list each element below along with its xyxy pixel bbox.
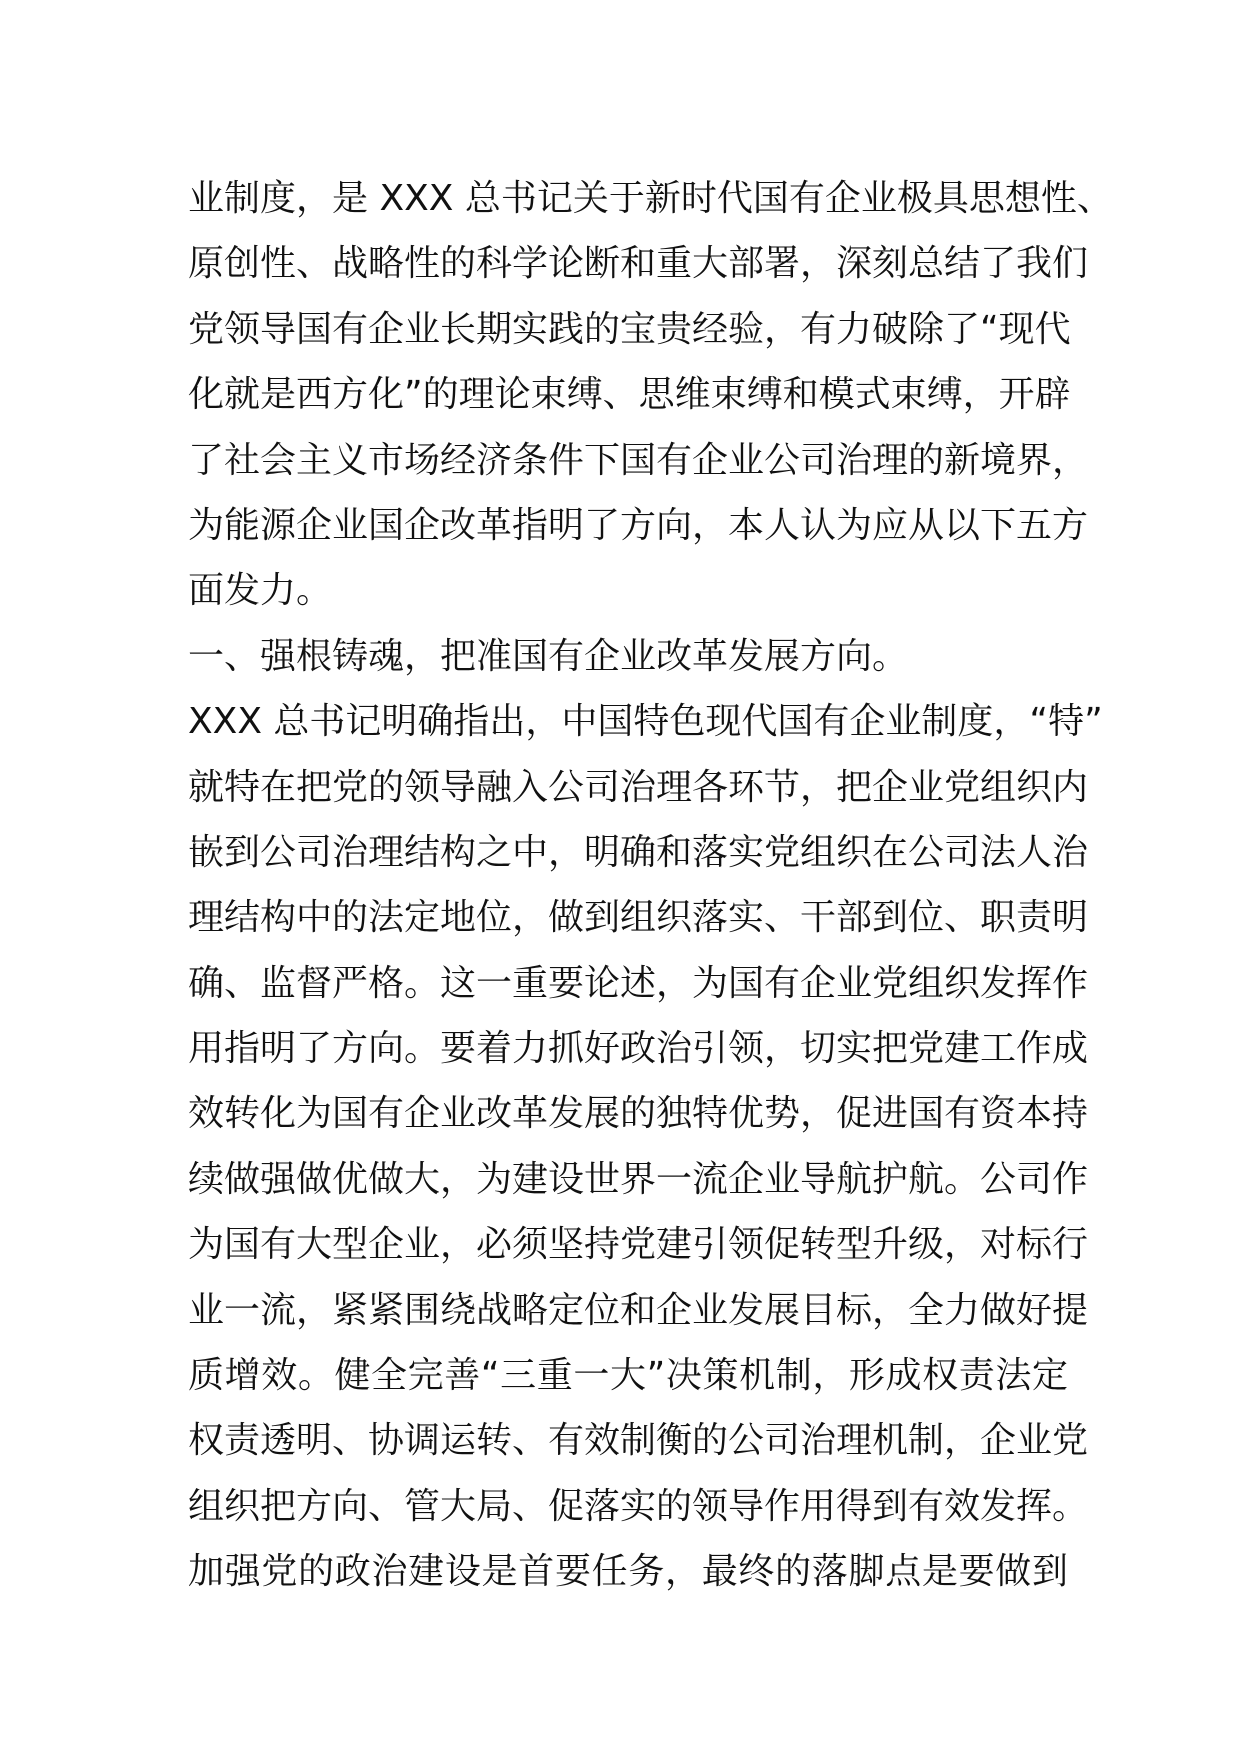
text-line: 理结构中的法定地位，做到组织落实、干部到位、职责明	[188, 897, 1089, 939]
text-line: 权责透明、协调运转、有效制衡的公司治理机制，企业党	[188, 1420, 1089, 1462]
text-line: 效转化为国有企业改革发展的独特优势，促进国有资本持	[188, 1093, 1089, 1135]
text-line: 组织把方向、管大局、促落实的领导作用得到有效发挥。	[188, 1485, 1089, 1527]
text-line: XXX 总书记明确指出，中国特色现代国有企业制度，“特”	[188, 701, 1103, 743]
text-line: 原创性、战略性的科学论断和重大部署，深刻总结了我们	[188, 243, 1089, 285]
section-heading: 一、强根铸魂，把准国有企业改革发展方向。	[188, 635, 909, 677]
text-line: 了社会主义市场经济条件下国有企业公司治理的新境界，	[188, 439, 1089, 481]
text-line: 党领导国有企业长期实践的宝贵经验，有力破除了“现代	[188, 308, 1071, 350]
text-line: 为国有大型企业，必须坚持党建引领促转型升级，对标行	[188, 1224, 1089, 1266]
text-line: 嵌到公司治理结构之中，明确和落实党组织在公司法人治	[188, 831, 1089, 873]
text-line: 业一流，紧紧围绕战略定位和企业发展目标，全力做好提	[188, 1289, 1089, 1331]
text-line: 确、监督严格。这一重要论述，为国有企业党组织发挥作	[188, 962, 1089, 1004]
text-line: 加强党的政治建设是首要任务，最终的落脚点是要做到	[188, 1551, 1068, 1593]
document-body	[188, 166, 1113, 1605]
text-line: 化就是西方化”的理论束缚、思维束缚和模式束缚，开辟	[188, 374, 1071, 416]
text-line: 业制度，是 XXX 总书记关于新时代国有企业极具思想性、	[188, 178, 1113, 219]
paragraph-end-line: 面发力。	[188, 570, 333, 612]
text-line: 就特在把党的领导融入公司治理各环节，把企业党组织内	[188, 766, 1089, 808]
text-line: 用指明了方向。要着力抓好政治引领，切实把党建工作成	[188, 1028, 1089, 1070]
text-line: 为能源企业国企改革指明了方向，本人认为应从以下五方	[188, 504, 1089, 546]
text-line: 质增效。健全完善“三重一大”决策机制，形成权责法定	[188, 1355, 1068, 1397]
text-line: 续做强做优做大，为建设世界一流企业导航护航。公司作	[188, 1158, 1089, 1200]
